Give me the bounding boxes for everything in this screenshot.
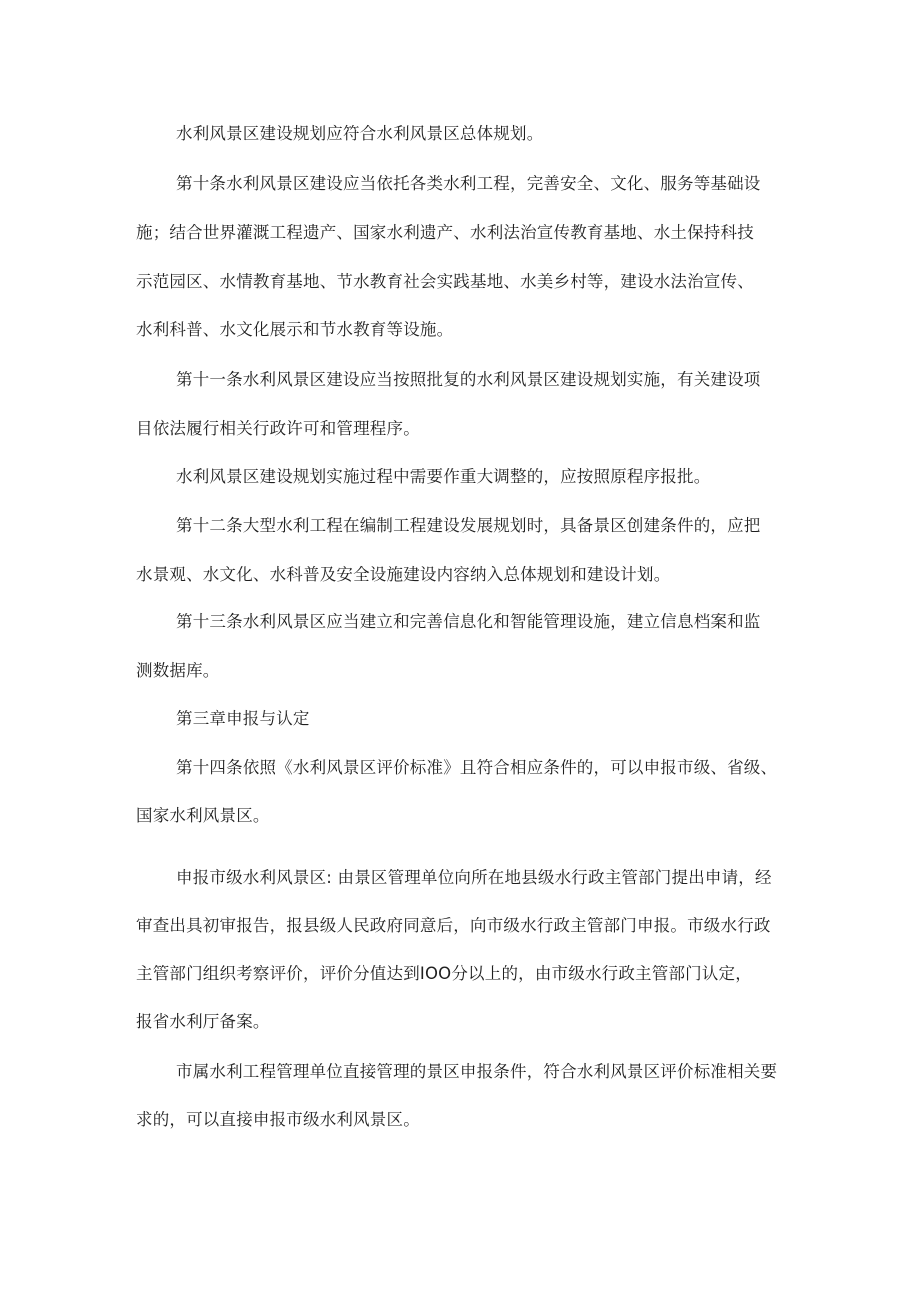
chapter-heading: 第三章申报与认定 [176,709,310,728]
paragraph-line: 报省水利厅备案。 [136,1012,270,1031]
paragraph-line: 国家水利风景区。 [136,806,270,825]
paragraph-line: 测数据库。 [136,661,220,680]
paragraph-line: 申报市级水利风景区: 由景区管理单位向所在地县级水行政主管部门提出申请，经 [176,868,772,887]
paragraph-line: 水利科普、水文化展示和节水教育等设施。 [136,320,454,339]
paragraph-line: 第十条水利风景区建设应当依托各类水利工程，完善安全、文化、服务等基础设 [176,174,761,193]
paragraph-line: 主管部门组织考察评价，评价分值达到IOO分以上的，由市级水行政主管部门认定， [136,964,752,983]
paragraph-line: 求的，可以直接申报市级水利风景区。 [136,1110,420,1129]
paragraph-line: 市属水利工程管理单位直接管理的景区申报条件，符合水利风景区评价标准相关要 [176,1062,778,1081]
paragraph-line: 第十三条水利风景区应当建立和完善信息化和智能管理设施，建立信息档案和监 [176,612,761,631]
paragraph-line: 第十四条依照《水利风景区评价标准》且符合相应条件的，可以申报市级、省级、 [176,758,778,777]
paragraph-line: 示范园区、水情教育基地、节水教育社会实践基地、水美乡村等，建设水法治宣传、 [136,272,754,291]
paragraph-line: 施；结合世界灌溉工程遗产、国家水利遗产、水利法治宣传教育基地、水土保持科技 [136,223,754,242]
paragraph-line: 水利风景区建设规划实施过程中需要作重大调整的，应按照原程序报批。 [176,467,711,486]
paragraph-line: 水景观、水文化、水科普及安全设施建设内容纳入总体规划和建设计划。 [136,565,671,584]
paragraph-line: 水利风景区建设规划应符合水利风景区总体规划。 [176,124,544,143]
paragraph-line: 审查出具初审报告，报县级人民政府同意后，向市级水行政主管部门申报。市级水行政 [136,916,771,935]
paragraph-line: 目依法履行相关行政许可和管理程序。 [136,419,420,438]
paragraph-line: 第十二条大型水利工程在编制工程建设发展规划时，具备景区创建条件的，应把 [176,516,761,535]
paragraph-line: 第十一条水利风景区建设应当按照批复的水利风景区建设规划实施，有关建设项 [176,370,761,389]
